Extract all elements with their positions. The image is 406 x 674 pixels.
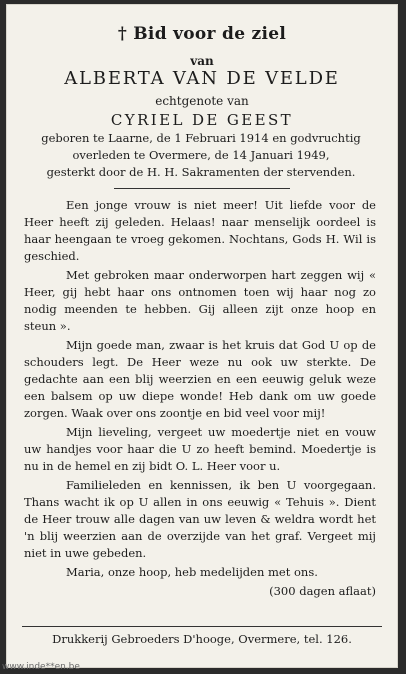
card-title: † Bid voor de ziel (117, 24, 287, 44)
paragraph-5: Familieleden en kennissen, ik ben U voorgegaan. Thans wacht ik op U allen in ons eeuwig « Tehuis ». Dient de Heer trouw alle dagen van uw leven & weldra wordt het 'n blij weerzien aan de overzijde van het graf. Vergeet mij niet in uwe gebeden. (24, 478, 376, 560)
paragraph-2: Met gebroken maar onderworpen hart zeggen wij « Heer, gij hebt haar ons ontnomen toen wij haar nog zo nodig meenden te hebben. Gij alleen zijt onze hoop en steun ». (24, 268, 376, 333)
watermark: www.inde**en.be (2, 662, 80, 672)
sacrament-line: gesterkt door de H. H. Sakramenten der stervenden. (46, 165, 356, 179)
deceased-name: ALBERTA VAN DE VELDE (64, 68, 340, 89)
paragraph-3: Mijn goede man, zwaar is het kruis dat God U op de schouders legt. De Heer weze nu ook uw sterkte. De gedachte aan een blij weerzien en een eeuwig geluk weze een balsem op uw diepe wonde! Heb dank om uw goede zorgen. Waak over ons zoontje en bid veel voor mij! (24, 338, 376, 420)
spouse-label: echtgenote van (155, 94, 249, 108)
biography (26, 130, 376, 181)
printer-line: Drukkerij Gebroeders D'hooge, Overmere, tel. 126. (52, 632, 352, 646)
birth-line: geboren te Laarne, de 1 Februari 1914 en godvruchtig (41, 131, 361, 145)
spouse-name: CYRIEL DE GEEST (110, 111, 294, 129)
paragraph-4: Mijn lieveling, vergeet uw moedertje niet en vouw uw handjes voor haar die U zo heeft bemind. Moedertje is nu in de hemel en zij bidt O. L. Heer voor u. (24, 425, 376, 473)
divider-bottom (22, 626, 382, 627)
memorial-card (6, 4, 398, 668)
prayer-text (24, 197, 376, 602)
paragraph-6: Maria, onze hoop, heb medelijden met ons. (66, 565, 318, 579)
paragraph-1: Een jonge vrouw is niet meer! Uit liefde voor de Heer heeft zij geleden. Helaas! naar menselijk oordeel is haar heengaan te vroeg gekomen. Nochtans, Gods H. Wil is geschied. (24, 198, 376, 263)
indulgence-note: (300 dagen aflaat) (269, 584, 376, 598)
van-label: van (190, 54, 214, 68)
divider-top (114, 188, 290, 189)
death-line: overleden te Overmere, de 14 Januari 1949, (72, 148, 330, 162)
